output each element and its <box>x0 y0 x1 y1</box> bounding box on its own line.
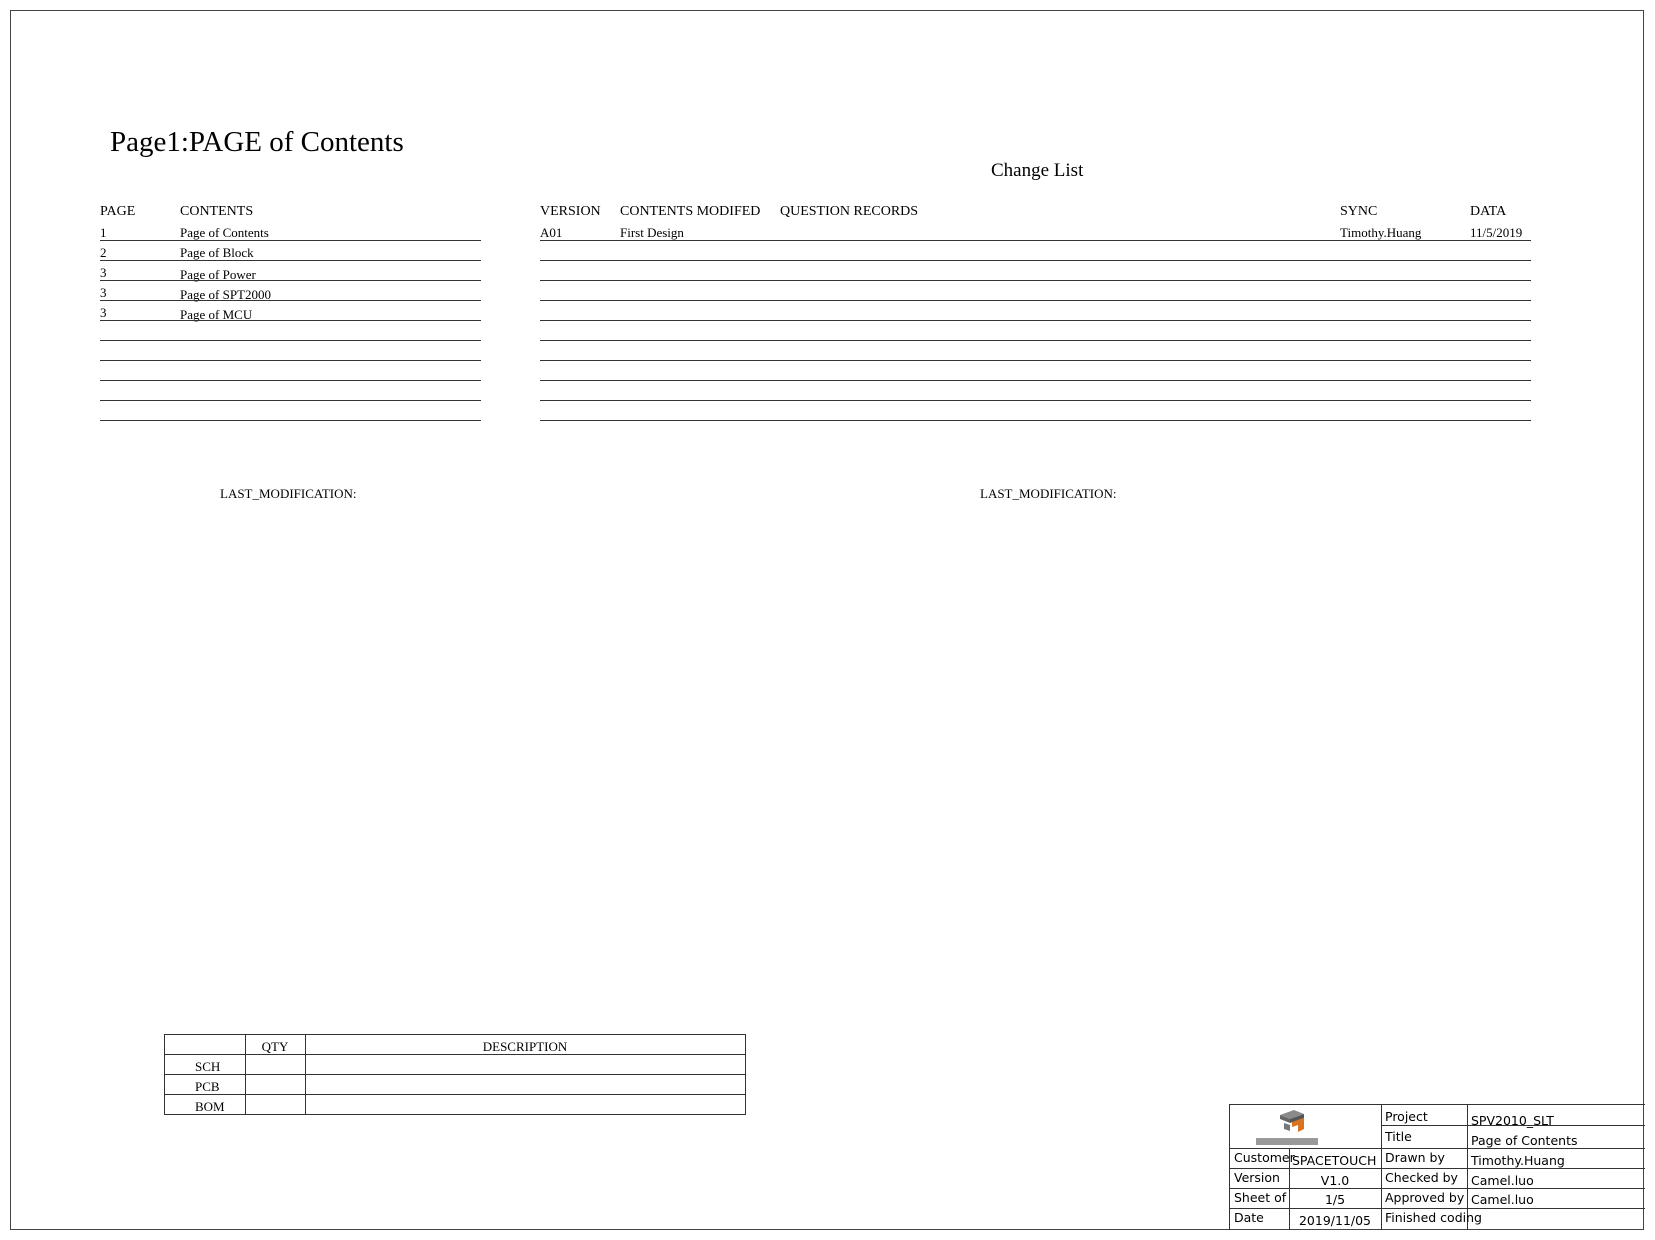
bom-table <box>164 1034 746 1115</box>
contents-row-page: 1 <box>100 225 107 240</box>
change-header-question-records: QUESTION RECORDS <box>780 204 919 219</box>
contents-row-page: 3 <box>100 285 107 300</box>
change-header-contents-modified: CONTENTS MODIFED <box>620 204 761 219</box>
last-modification-label: LAST_MODIFICATION: <box>980 486 1117 501</box>
contents-row-contents: Page of Power <box>180 267 256 282</box>
table-rule <box>540 320 1531 321</box>
table-rule <box>100 300 481 301</box>
title-value: Page of Contents <box>1471 1133 1578 1148</box>
table-rule <box>540 360 1531 361</box>
bom-header-description: DESCRIPTION <box>482 1039 568 1054</box>
last-modification-label: LAST_MODIFICATION: <box>220 486 357 501</box>
change-row-version: A01 <box>540 225 563 240</box>
change-row-contents-modified: First Design <box>620 225 684 240</box>
table-rule <box>165 1094 745 1095</box>
contents-header-page: PAGE <box>100 204 136 219</box>
table-rule <box>540 240 1531 241</box>
change-header-data: DATA <box>1470 204 1507 219</box>
contents-row-contents: Page of Block <box>180 245 254 260</box>
project-value: SPV2010_SLT <box>1471 1113 1554 1128</box>
contents-row-page: 2 <box>100 245 107 260</box>
change-list-title: Change List <box>991 160 1084 181</box>
sheet-value: 1/5 <box>1324 1192 1346 1207</box>
contents-row-contents: Page of MCU <box>180 307 253 322</box>
drawn-by-value: Timothy.Huang <box>1471 1153 1565 1168</box>
table-rule <box>1230 1148 1645 1149</box>
table-rule <box>540 420 1531 421</box>
table-rule <box>100 380 481 381</box>
table-rule <box>540 280 1531 281</box>
version-value: V1.0 <box>1320 1173 1350 1188</box>
finished-coding-label: Finished coding <box>1385 1210 1482 1225</box>
approved-by-value: Camel.luo <box>1471 1192 1534 1207</box>
spacetouch-logo-icon <box>1254 1107 1320 1147</box>
title-label: Title <box>1385 1129 1412 1144</box>
bom-row-label: BOM <box>195 1099 225 1114</box>
approved-by-label: Approved by <box>1385 1190 1465 1205</box>
bom-row-label: PCB <box>195 1079 220 1094</box>
table-rule <box>100 280 481 281</box>
table-rule <box>100 340 481 341</box>
checked-by-label: Checked by <box>1385 1170 1458 1185</box>
page-title: Page1:PAGE of Contents <box>110 126 404 158</box>
project-label: Project <box>1385 1109 1428 1124</box>
table-rule <box>165 1074 745 1075</box>
change-header-sync: SYNC <box>1340 204 1378 219</box>
change-header-version: VERSION <box>540 204 601 219</box>
drawn-by-label: Drawn by <box>1385 1150 1445 1165</box>
bom-header-qty: QTY <box>261 1039 289 1054</box>
table-rule <box>100 260 481 261</box>
table-rule <box>540 380 1531 381</box>
contents-row-page: 3 <box>100 305 107 320</box>
spacetouch-logo <box>1254 1107 1320 1147</box>
contents-row-page: 3 <box>100 265 107 280</box>
table-rule <box>100 400 481 401</box>
customer-label: Customer <box>1234 1150 1295 1165</box>
contents-row-contents: Page of SPT2000 <box>180 287 271 302</box>
table-rule <box>100 360 481 361</box>
table-rule <box>100 420 481 421</box>
contents-row-contents: Page of Contents <box>180 225 269 240</box>
table-rule <box>540 260 1531 261</box>
table-rule <box>1230 1188 1645 1189</box>
table-rule <box>100 320 481 321</box>
table-rule <box>1381 1105 1382 1230</box>
date-value: 2019/11/05 <box>1298 1213 1372 1228</box>
change-row-data: 11/5/2019 <box>1470 225 1523 240</box>
table-rule <box>540 340 1531 341</box>
checked-by-value: Camel.luo <box>1471 1173 1534 1188</box>
table-rule <box>1230 1168 1645 1169</box>
sheet-label: Sheet of <box>1234 1190 1287 1205</box>
table-rule <box>540 300 1531 301</box>
customer-value: SPACETOUCH <box>1292 1153 1377 1168</box>
table-rule <box>1230 1208 1645 1209</box>
table-rule <box>540 400 1531 401</box>
title-block <box>1229 1104 1645 1230</box>
table-rule <box>100 240 481 241</box>
date-label: Date <box>1234 1210 1264 1225</box>
bom-row-label: SCH <box>195 1059 221 1074</box>
contents-header-contents: CONTENTS <box>180 204 254 219</box>
version-label: Version <box>1234 1170 1280 1185</box>
change-row-sync: Timothy.Huang <box>1340 225 1422 240</box>
